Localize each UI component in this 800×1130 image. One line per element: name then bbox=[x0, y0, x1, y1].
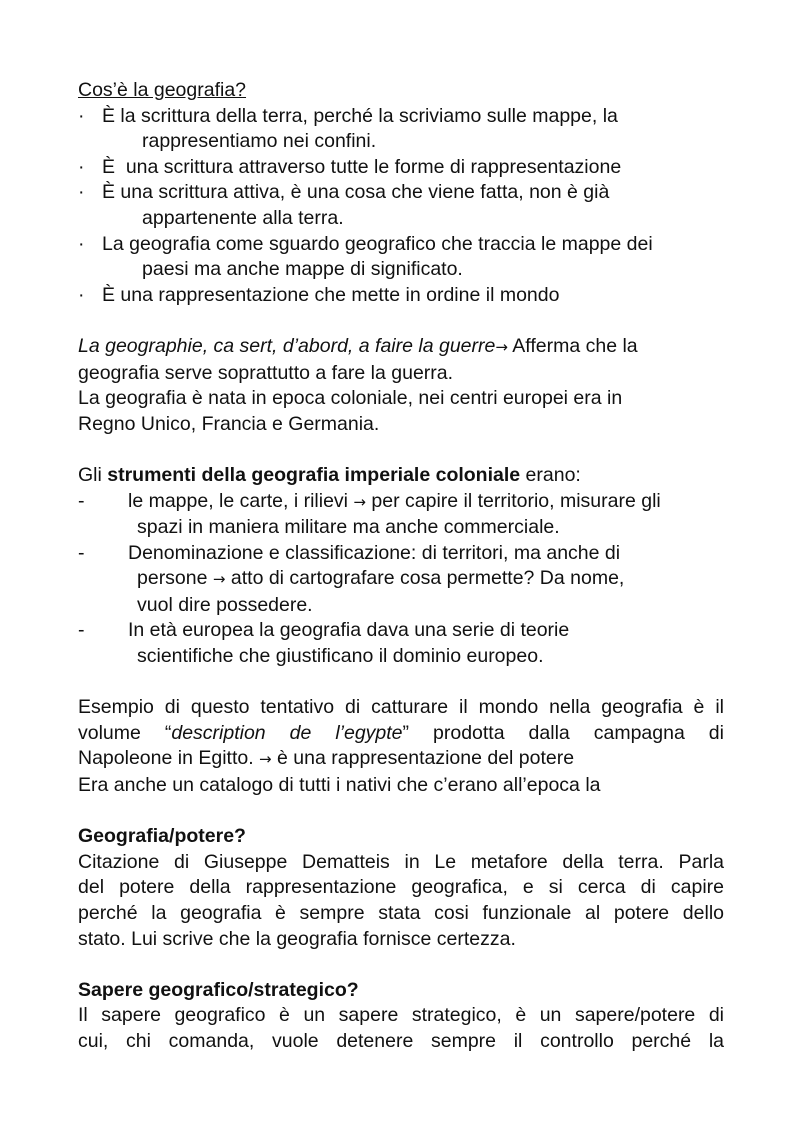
dash-text: In età europea la geografia dava una serie di teorie bbox=[128, 619, 570, 642]
body-line: stato. Lui scrive che la geografia fornisce certezza. bbox=[78, 927, 516, 950]
bullet-text: È una scrittura attiva, è una cosa che viene fatta, non è già bbox=[102, 181, 610, 204]
example-italic: description de l’egypte bbox=[171, 721, 403, 744]
dash-marker: - bbox=[78, 619, 85, 642]
body-line: cui, chi comanda, vuole detenere sempre il controllo perché la bbox=[78, 1029, 724, 1052]
dash-marker: - bbox=[78, 489, 85, 512]
quote-italic: La geographie, ca sert, d’abord, a faire la guerre bbox=[78, 334, 496, 357]
body-line: del potere della rappresentazione geografica, e si cerca di capire bbox=[78, 876, 724, 899]
bullet-text: È una rappresentazione che mette in ordine il mondo bbox=[102, 283, 560, 306]
tools-intro-post: erano: bbox=[520, 463, 581, 486]
dash-text: atto di cartografare cosa permette? Da nome, bbox=[225, 567, 625, 590]
arrow-icon: → bbox=[353, 492, 366, 511]
quote-paragraph-line2: geografia serve soprattutto a fare la guerra. bbox=[78, 361, 454, 384]
bullet-item bbox=[78, 155, 724, 181]
colonial-line: Regno Unico, Francia e Germania. bbox=[78, 412, 380, 435]
example-text: ” prodotta dalla campagna di bbox=[402, 721, 724, 744]
dash-marker: - bbox=[78, 541, 85, 564]
dash-item bbox=[78, 489, 724, 541]
dash-continuation bbox=[128, 566, 724, 593]
bullet-item bbox=[78, 232, 724, 283]
section-heading-potere: Geografia/potere? bbox=[78, 825, 246, 848]
arrow-icon: → bbox=[259, 750, 272, 769]
bullet-text: La geografia come sguardo geografico che traccia le mappe dei bbox=[102, 232, 653, 255]
dash-line bbox=[128, 490, 661, 512]
arrow-icon: → bbox=[495, 337, 508, 356]
example-line: Era anche un catalogo di tutti i nativi che c’erano all’epoca la bbox=[78, 774, 601, 797]
document-page bbox=[78, 78, 724, 1055]
section-heading-geografia: Cos’è la geografia? bbox=[78, 79, 247, 101]
bullet-item bbox=[78, 104, 724, 155]
example-text: è una rappresentazione del potere bbox=[271, 747, 575, 770]
bullet-continuation: appartenente alla terra. bbox=[142, 206, 344, 229]
dash-text: le mappe, le carte, i rilievi bbox=[128, 489, 354, 512]
bullet-continuation: paesi ma anche mappe di significato. bbox=[142, 258, 463, 281]
example-line bbox=[78, 746, 724, 773]
body-line: perché la geografia è sempre stata cosi funzionale al potere dello bbox=[78, 902, 724, 924]
bullet-marker: · bbox=[78, 155, 85, 178]
tools-intro bbox=[78, 463, 724, 489]
tools-dash-list bbox=[78, 489, 724, 670]
bullet-item bbox=[78, 283, 724, 309]
example-text: Napoleone in Egitto. bbox=[78, 747, 260, 770]
dash-item bbox=[78, 618, 724, 669]
body-line: Citazione di Giuseppe Dematteis in Le metafore della terra. Parla bbox=[78, 850, 724, 873]
example-line bbox=[78, 721, 724, 747]
definition-bullet-list bbox=[78, 104, 724, 309]
example-text: volume “ bbox=[78, 721, 172, 744]
dash-text: per capire il territorio, misurare gli bbox=[366, 489, 661, 512]
bullet-marker: · bbox=[78, 104, 85, 127]
tools-intro-bold: strumenti della geografia imperiale coloniale bbox=[107, 463, 521, 486]
bullet-text: È una scrittura attraverso tutte le forme di rappresentazione bbox=[102, 155, 622, 178]
bullet-marker: · bbox=[78, 232, 85, 255]
bullet-item bbox=[78, 180, 724, 231]
example-line: Esempio di questo tentativo di catturare il mondo nella geografia è il bbox=[78, 696, 724, 719]
bullet-marker: · bbox=[78, 283, 85, 306]
bullet-marker: · bbox=[78, 181, 85, 204]
quote-paragraph bbox=[78, 334, 724, 361]
dash-text: Denominazione e classificazione: di territori, ma anche di bbox=[128, 541, 621, 564]
dash-continuation: scientifiche che giustificano il dominio europeo. bbox=[137, 645, 544, 668]
body-line: Il sapere geografico è un sapere strategico, è un sapere/potere di bbox=[78, 1004, 724, 1027]
dash-text: persone bbox=[137, 567, 213, 590]
quote-rest: Afferma che la bbox=[507, 334, 638, 357]
dash-item bbox=[78, 541, 724, 619]
dash-continuation: vuol dire possedere. bbox=[137, 593, 313, 616]
dash-continuation: spazi in maniera militare ma anche commerciale. bbox=[137, 516, 560, 539]
bullet-continuation: rappresentiamo nei confini. bbox=[142, 130, 377, 153]
section-heading-strategico: Sapere geografico/strategico? bbox=[78, 978, 359, 1001]
arrow-icon: → bbox=[212, 570, 226, 589]
colonial-line: La geografia è nata in epoca coloniale, nei centri europei era in bbox=[78, 387, 623, 410]
bullet-text: È la scrittura della terra, perché la scriviamo sulle mappe, la bbox=[102, 104, 618, 127]
tools-intro-pre: Gli bbox=[78, 463, 108, 486]
